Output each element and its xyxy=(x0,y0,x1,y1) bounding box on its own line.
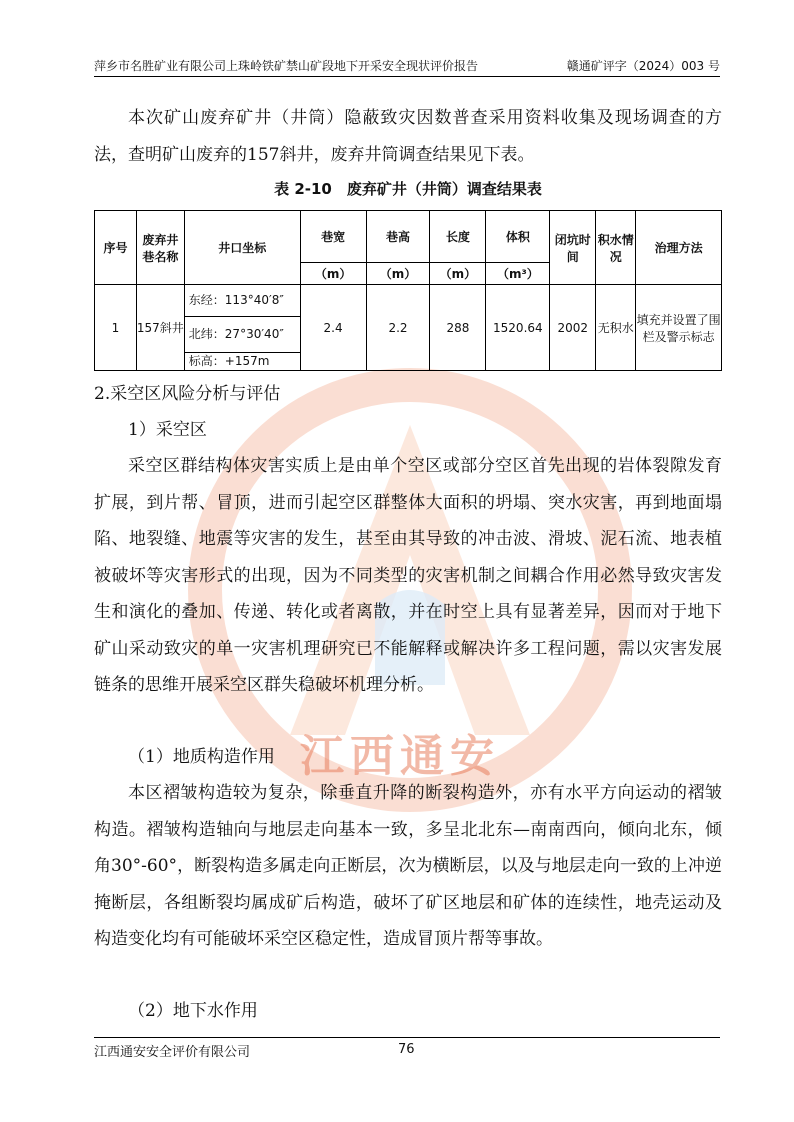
intro-paragraph: 本次矿山废弃矿井（井筒）隐蔽致灾因数普查采用资料收集及现场调查的方法，查明矿山废弃的157斜井，废弃井筒调查结果见下表。 xyxy=(94,108,722,165)
unit-width: （m） xyxy=(300,263,366,285)
unit-volume: （m³） xyxy=(486,263,550,285)
cell-height: 2.2 xyxy=(366,285,430,371)
abandoned-shaft-table xyxy=(94,210,722,371)
cell-volume: 1520.64 xyxy=(486,285,550,371)
footer-rule xyxy=(94,1037,720,1038)
cell-method: 填充并设置了围栏及警示标志 xyxy=(636,285,722,371)
cell-water: 无积水 xyxy=(596,285,636,371)
cell-name: 157斜井 xyxy=(136,285,184,371)
subsection-heading-goaf: 1）采空区 xyxy=(128,420,207,440)
watermark-text: 江西通安 xyxy=(300,731,500,782)
col-header-height: 巷高 xyxy=(366,211,430,263)
cell-elevation: 标高：+157m xyxy=(184,353,300,371)
goaf-paragraph: 采空区群结构体灾害实质上是由单个空区或部分空区首先出现的岩体裂隙发育扩展，到片帮、冒顶，进而引起空区群整体大面积的坍塌、突水灾害，再到地面塌陷、地裂缝、地震等灾害的发生，甚至由其导致的冲击波、滑坡、泥石流、地表植被破坏等灾害形式的出现，因为不同类型的灾害机制之间耦合作用必然导致灾害发生和演化的叠加、传递、转化或者离散，并在时空上具有显著差异，因而对于地下矿山采动致灾的单一灾害机理研究已不能解释或解决许多工程问题，需以灾害发展链条的思维开展采空区群失稳破坏机理分析。 xyxy=(94,456,722,695)
geology-heading: （1）地质构造作用 xyxy=(128,747,275,767)
cell-width: 2.4 xyxy=(300,285,366,371)
col-header-volume: 体积 xyxy=(486,211,550,263)
col-header-no: 序号 xyxy=(95,211,137,285)
section-heading-goaf-risk: 2.采空区风险分析与评估 xyxy=(94,384,281,404)
header-report-title: 萍乡市名胜矿业有限公司上珠岭铁矿禁山矿段地下开采安全现状评价报告 xyxy=(94,59,479,73)
cell-length: 288 xyxy=(430,285,486,371)
unit-length: （m） xyxy=(430,263,486,285)
col-header-coord: 井口坐标 xyxy=(184,211,300,285)
col-header-width: 巷宽 xyxy=(300,211,366,263)
cell-coord-east: 东经：113°40′8″ xyxy=(184,285,300,317)
header-report-number: 赣通矿评字（2024）003 号 xyxy=(566,59,720,73)
cell-coord-north: 北纬：27°30′40″ xyxy=(184,317,300,353)
col-header-water: 积水情况 xyxy=(596,211,636,285)
cell-close-time: 2002 xyxy=(550,285,596,371)
col-header-name: 废弃井巷名称 xyxy=(136,211,184,285)
cell-no: 1 xyxy=(95,285,137,371)
col-header-method: 治理方法 xyxy=(636,211,722,285)
unit-height: （m） xyxy=(366,263,430,285)
header-rule xyxy=(94,76,720,77)
geology-paragraph: 本区褶皱构造较为复杂，除垂直升降的断裂构造外，亦有水平方向运动的褶皱构造。褶皱构造轴向与地层走向基本一致，多呈北北东—南南西向，倾向北东，倾角30°-60°，断裂构造多属走向正断层，次为横断层，以及与地层走向一致的上冲逆掩断层，各组断裂均属成矿后构造，破坏了矿区地层和矿体的连续性，地壳运动及构造变化均有可能破坏采空区稳定性，造成冒顶片帮等事故。 xyxy=(94,783,722,949)
col-header-close-time: 闭坑时间 xyxy=(550,211,596,285)
groundwater-heading: （2）地下水作用 xyxy=(128,1001,258,1021)
table-caption: 表 2-10 废弃矿井（井筒）调查结果表 xyxy=(274,180,542,198)
col-header-length: 长度 xyxy=(430,211,486,263)
page-number: 76 xyxy=(398,1042,415,1057)
footer-company: 江西通安安全评价有限公司 xyxy=(94,1045,251,1060)
